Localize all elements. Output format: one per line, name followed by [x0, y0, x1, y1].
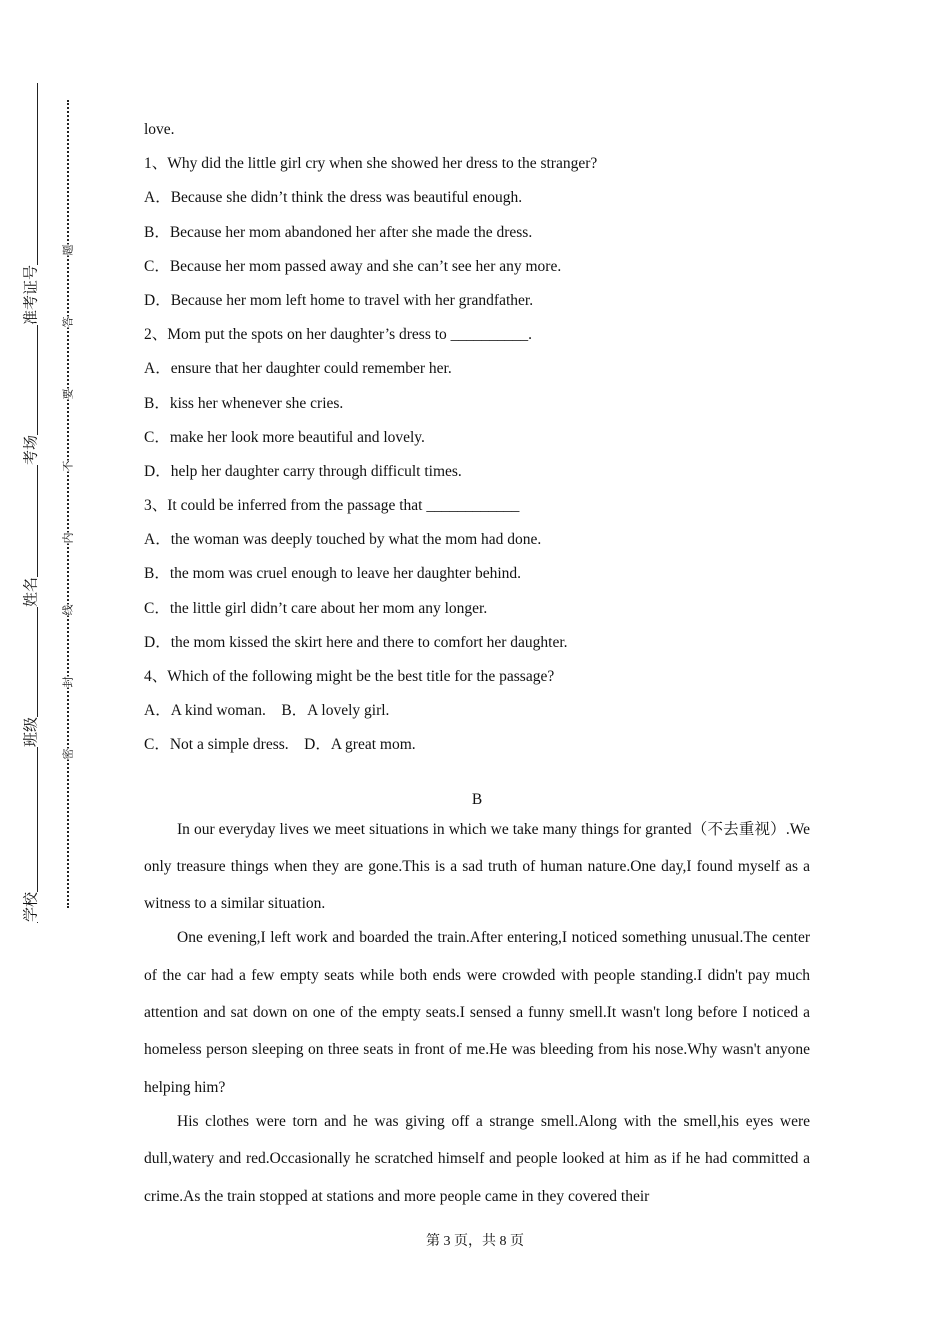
option-b: B．Because her mom abandoned her after she made the dress. — [144, 223, 533, 241]
option-c: C．Because her mom passed away and she can’t see her any more. — [144, 257, 562, 275]
binding-line — [37, 83, 38, 923]
seal-char: 答 — [61, 316, 75, 328]
question-1 — [144, 147, 810, 318]
passage-paragraph: One evening,I left work and boarded the train.After entering,I noticed something unusual.The center of the car had a few empty seats while both ends were crowded with people standing.I didn't pay much attention and sat down on one of the empty seats.I sensed a funny smell.It wasn't long before I noticed a homeless person sleeping on three seats in front of me.He was bleeding from his nose.Why wasn't anyone helping him? — [144, 929, 810, 1096]
page-content — [144, 113, 810, 1215]
seal-char: 要 — [61, 388, 75, 400]
option-a: A．Because she didn’t think the dress was beautiful enough. — [144, 189, 523, 207]
binding-margin — [0, 0, 100, 1344]
passage-paragraph: In our everyday lives we meet situations in which we take many things for granted（不去重视）.We only treasure things when they are gone.This is a sad truth of human nature.One day,I found myself as a witness to a similar situation. — [144, 820, 810, 913]
option-a: A．ensure that her daughter could remember her. — [144, 360, 452, 378]
exam-number-label: 准考证号 — [21, 264, 40, 326]
question-3 — [144, 489, 810, 660]
option-d: D．Because her mom left home to travel with her grandfather. — [144, 291, 534, 309]
option-c: C．the little girl didn’t care about her mom any longer. — [144, 599, 488, 617]
question-stem: 1、Why did the little girl cry when she showed her dress to the stranger? — [144, 155, 598, 173]
options-cd: C．Not a simple dress. D．A great mom. — [144, 736, 416, 754]
seal-char: 不 — [61, 460, 75, 472]
exam-room-label: 考场 — [21, 434, 40, 466]
option-d: D．the mom kissed the skirt here and there to comfort her daughter. — [144, 633, 568, 651]
option-c: C．make her look more beautiful and lovely. — [144, 428, 425, 446]
seal-char: 封 — [61, 676, 75, 688]
page-footer: 第 3 页，共 8 页 — [426, 1234, 524, 1249]
seal-char: 线 — [61, 604, 75, 616]
option-a: A．the woman was deeply touched by what the mom had done. — [144, 531, 542, 549]
school-label: 学校 — [21, 891, 40, 923]
question-stem: 4、Which of the following might be the best title for the passage? — [144, 668, 555, 685]
seal-char: 题 — [61, 244, 75, 256]
option-b: B．kiss her whenever she cries. — [144, 394, 344, 412]
seal-char: 内 — [61, 532, 75, 544]
class-label: 班级 — [21, 716, 40, 748]
passage-a-tail: love. — [144, 121, 175, 138]
question-stem: 3、It could be inferred from the passage that ____________ — [144, 497, 520, 515]
seal-char: 密 — [61, 748, 75, 760]
section-b-title: B — [471, 790, 483, 808]
question-2 — [144, 318, 810, 489]
question-stem: 2、Mom put the spots on her daughter’s dress to __________. — [144, 326, 533, 344]
option-b: B．the mom was cruel enough to leave her daughter behind. — [144, 565, 522, 583]
question-4 — [144, 660, 810, 763]
seal-dotted-line — [67, 100, 69, 908]
options-ab: A．A kind woman. B．A lovely girl. — [144, 702, 390, 720]
name-label: 姓名 — [21, 576, 40, 608]
passage-paragraph: His clothes were torn and he was giving off a strange smell.Along with the smell,his eyes were dull,watery and red.Occasionally he scratched himself and people looked at him as if he had committed a crime.As the train stopped at stations and more people came in they covered their — [144, 1112, 810, 1205]
option-d: D．help her daughter carry through difficult times. — [144, 462, 462, 480]
